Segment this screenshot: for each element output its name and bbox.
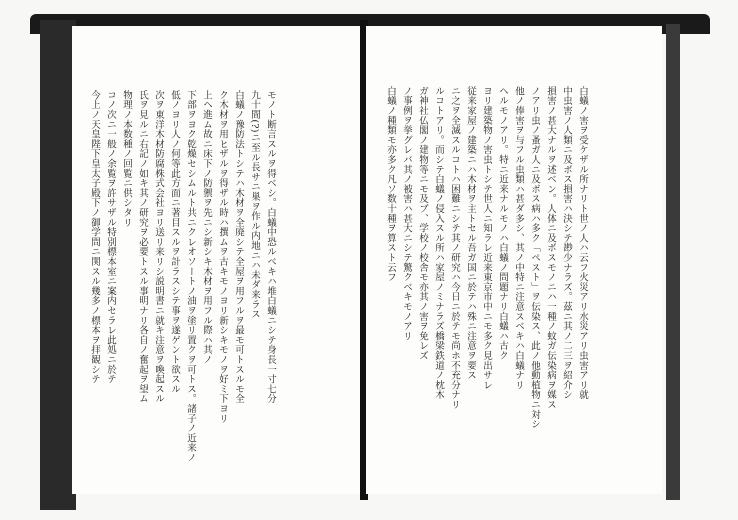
text-line: ノアリ虫ノ蚤ガ人ニ及ボス病ハ多ク「ペスト」ヲ伝染ス、此ノ他動植物ニ対シ — [529, 86, 540, 429]
text-line: 従来家屋ノ建築ニハ木材ヲ主トセル吾ガ国ニ於テハ殊ニ注意ヲ要ス — [465, 86, 476, 380]
left-page — [72, 26, 361, 494]
text-line: 九十間(?)ニ至ル長サニ巣ヲ作ル内地ニハ未ダ来ラス — [249, 90, 260, 320]
text-line: 下部ヲヨク乾燥セシムルト共ニクレオソートノ油ヲ塗リ置クヲ可トス。諸子ノ近来ノ — [185, 90, 196, 463]
text-line: 今上ノ天皇陛下皇太子殿下ノ御学問ニ関スル幾多ノ標本ヲ拝観シテ — [89, 90, 100, 384]
right-page-text — [384, 86, 589, 429]
text-line: 上ヘ進ム故ニ床下ノ防禦ヲ先ニシ新シキ木材ヲ用フル際ハ其ノ — [201, 90, 212, 365]
text-line: コノ次ニ一般ノ余覧ヲ許サザル特別標本室ニ案内セラレ此処ニ於テ — [105, 90, 116, 384]
text-line: 中虫害ノ人類ニ及ボス損害ハ決シテ尠少ナラズ。茲ニ其ノ二三ヲ紹介シ — [561, 86, 572, 400]
text-line: 損害ノ甚大ナルヲ述ベン。人体ニ及ボスモノニハ一種ノ蚊ガ伝染病ヲ媒ス — [545, 86, 556, 410]
text-line: ルコトアリ。而シテ白蟻ノ侵入スル所ハ家屋ノミナラズ橋梁鉄道ノ枕木 — [433, 86, 444, 400]
text-line: モノト断言スルヲ得ベシ。白蟻中恐ルベキハ堆白蟻ニシテ身長一寸七分 — [265, 90, 276, 404]
text-line: 白蟻ノ種類モ亦多ク凡ソ数十種ヲ算スト云フ — [385, 86, 396, 282]
text-line: 物理ノ本数種ノ回覧ニ供シタリ — [121, 90, 132, 228]
text-line: 他ノ俸害ヲ与フル虫類ハ甚ダ多シ、其ノ中特ニ注意スベキハ白蟻ナリ — [513, 86, 524, 390]
text-line: ヘルモノアリ。特ニ近来ナルモノハ白蟻ノ問題ナリ白蟻ハ古ク — [497, 86, 508, 361]
right-page — [366, 26, 662, 494]
left-page-text — [88, 90, 277, 462]
text-line: ニ之ヲ全滅スルコトハ困難ニシテ其ノ研究ハ今日ニ於テモ尚ホ不充分ナリ — [449, 86, 460, 410]
text-line: 低ノヨリ人ノ何等此方面ニ著目スルヲ計ラスシテ事ヲ遂ゲント欲スル — [169, 90, 180, 394]
text-line: 白蟻ノ害ヲ受ケザル所ナリト世ノ人ハ云フ火災アリ水災アリ虫害アリ就 — [577, 86, 588, 400]
text-line: 白蟻ノ豫防法トシテハ木材ヲ全廃シテ全屋ヲ用フルヲ最モ可トスルモ全 — [233, 90, 244, 404]
text-line: ヨリ建築物ノ害虫トシテ世人ニ知ラレ近来東京市中ニモ多ク見出サレ — [481, 86, 492, 390]
text-line: 氏ヲ見ルニ右記ノ如キ其ノ研究ヲ必要トスル事明ナリ各自ノ奮起ヲ望ム — [137, 90, 148, 404]
text-line: ガ神社仏閣ノ建物等ニモ及ブ、学校ノ校舎モ亦其ノ害ヲ免レズ — [417, 86, 428, 361]
text-line: 次ヲ東洋木材防腐株式会社ヨリ送リ来リシ説明書ニ就キ注意ヲ喚起スル — [153, 90, 164, 404]
book-left-edge — [40, 20, 76, 510]
text-line: ノ事例ヲ挙グレバ其ノ被害ハ甚大ニシテ驚クベキモノアリ — [401, 86, 412, 341]
book-right-edge — [666, 24, 680, 500]
text-line: ク木材ヲ用ヒザルヲ得ザル時ハ撰ムヲ古キモノヨリ新シキモノヲ好ミ下ヨリ — [217, 90, 228, 424]
